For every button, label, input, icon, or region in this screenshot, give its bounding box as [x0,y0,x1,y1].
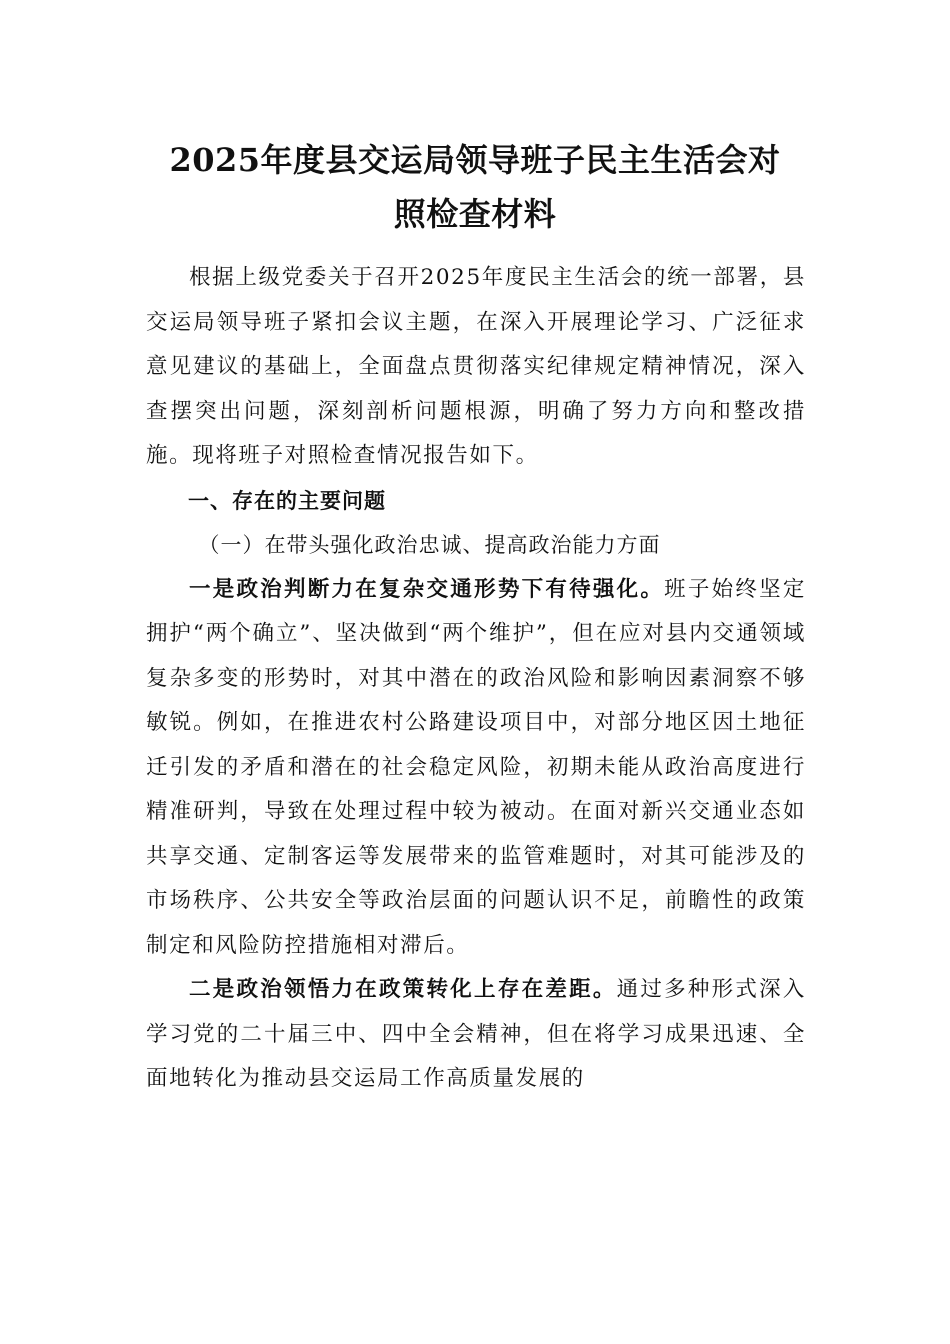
document-title [120,133,830,241]
point-1-body: 班子始终坚定拥护“两个确立”、坚决做到“两个维护”，但在应对县内交通领域复杂多变的形势时，对其中潜在的政治风险和影响因素洞察不够敏锐。例如，在推进农村公路建设项目中，对部分地区因土地征迁引发的矛盾和潜在的社会稳定风险，初期未能从政治高度进行精准研判，导致在处理过程中较为被动。在面对新兴交通业态如共享交通、定制客运等发展带来的监管难题时，对其可能涉及的市场秩序、公共安全等政治层面的问题认识不足，前瞻性的政策制定和风险防控措施相对滞后。 [146,576,806,958]
point-2-lead: 二是政治领悟力在政策转化上存在差距。 [189,977,617,1002]
document-body [146,256,806,1102]
point-2-paragraph [146,968,806,1102]
section-heading: 一、存在的主要问题 [188,488,386,513]
point-2-body: 通过多种形式深入学习党的二十届三中、四中全会精神，但在将学习成果迅速、全面地转化为推动县交运局工作高质量发展的 [146,977,806,1091]
title-line-1: 2025年度县交运局领导班子民主生活会对 [169,141,781,180]
point-1-paragraph [146,568,806,969]
title-line-2: 照检查材料 [393,195,557,234]
intro-paragraph: 根据上级党委关于召开2025年度民主生活会的统一部署，县交运局领导班子紧扣会议主题，在深入开展理论学习、广泛征求意见建议的基础上，全面盘点贯彻落实纪律规定精神情况，深入查摆突出问题，深刻剖析问题根源，明确了努力方向和整改措施。现将班子对照检查情况报告如下。 [146,265,806,468]
subsection-heading: （一）在带头强化政治忠诚、提高政治能力方面 [198,533,661,557]
point-1-lead: 一是政治判断力在复杂交通形势下有待强化。 [189,576,665,602]
